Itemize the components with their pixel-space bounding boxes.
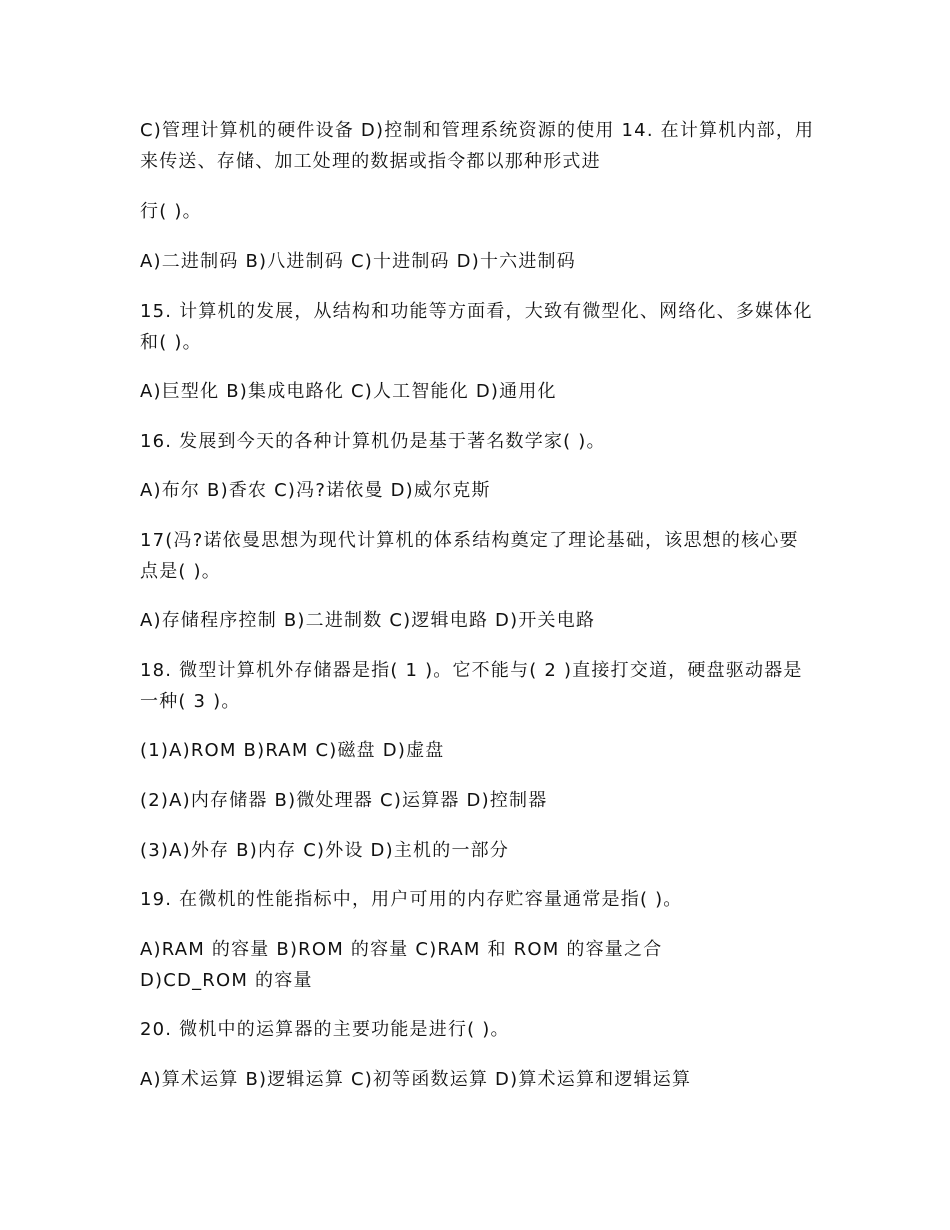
paragraph-q19-stem: 19. 在微机的性能指标中，用户可用的内存贮容量通常是指( )。 (140, 889, 683, 910)
paragraph-q16-stem: 16. 发展到今天的各种计算机仍是基于著名数学家( )。 (140, 431, 606, 452)
paragraph-q17-stem: 17(冯?诺依曼思想为现代计算机的体系结构奠定了理论基础，该思想的核心要点是( )。 (140, 530, 799, 582)
paragraph-q20-options: A)算术运算 B)逻辑运算 C)初等函数运算 D)算术运算和逻辑运算 (140, 1069, 692, 1090)
paragraph-q19-options: A)RAM 的容量 B)ROM 的容量 C)RAM 和 ROM 的容量之合 D)CD_ROM 的容量 (140, 939, 663, 991)
paragraph-q18-stem: 18. 微型计算机外存储器是指( 1 )。它不能与( 2 )直接打交道，硬盘驱动器是一种( 3 )。 (140, 660, 803, 712)
paragraph-q18-part3-options: (3)A)外存 B)内存 C)外设 D)主机的一部分 (140, 840, 510, 861)
paragraph-q15-options: A)巨型化 B)集成电路化 C)人工智能化 D)通用化 (140, 381, 557, 402)
paragraph-q16-options: A)布尔 B)香农 C)冯?诺依曼 D)威尔克斯 (140, 480, 491, 501)
paragraph-q14-options: A)二进制码 B)八进制码 C)十进制码 D)十六进制码 (140, 251, 576, 272)
paragraph-q18-part1-options: (1)A)ROM B)RAM C)磁盘 D)虚盘 (140, 740, 445, 761)
paragraph-q18-part2-options: (2)A)内存储器 B)微处理器 C)运算器 D)控制器 (140, 790, 548, 811)
paragraph-q13-options-q14-stem: C)管理计算机的硬件设备 D)控制和管理系统资源的使用 14. 在计算机内部，用来传送、存储、加工处理的数据或指令都以那种形式进 (140, 120, 815, 172)
paragraph-q17-options: A)存储程序控制 B)二进制数 C)逻辑电路 D)开关电路 (140, 610, 596, 631)
paragraph-q15-stem: 15. 计算机的发展，从结构和功能等方面看，大致有微型化、网络化、多媒体化和( )。 (140, 301, 813, 353)
paragraph-q14-stem-end: 行( )。 (140, 201, 202, 222)
paragraph-q20-stem: 20. 微机中的运算器的主要功能是进行( )。 (140, 1019, 510, 1040)
